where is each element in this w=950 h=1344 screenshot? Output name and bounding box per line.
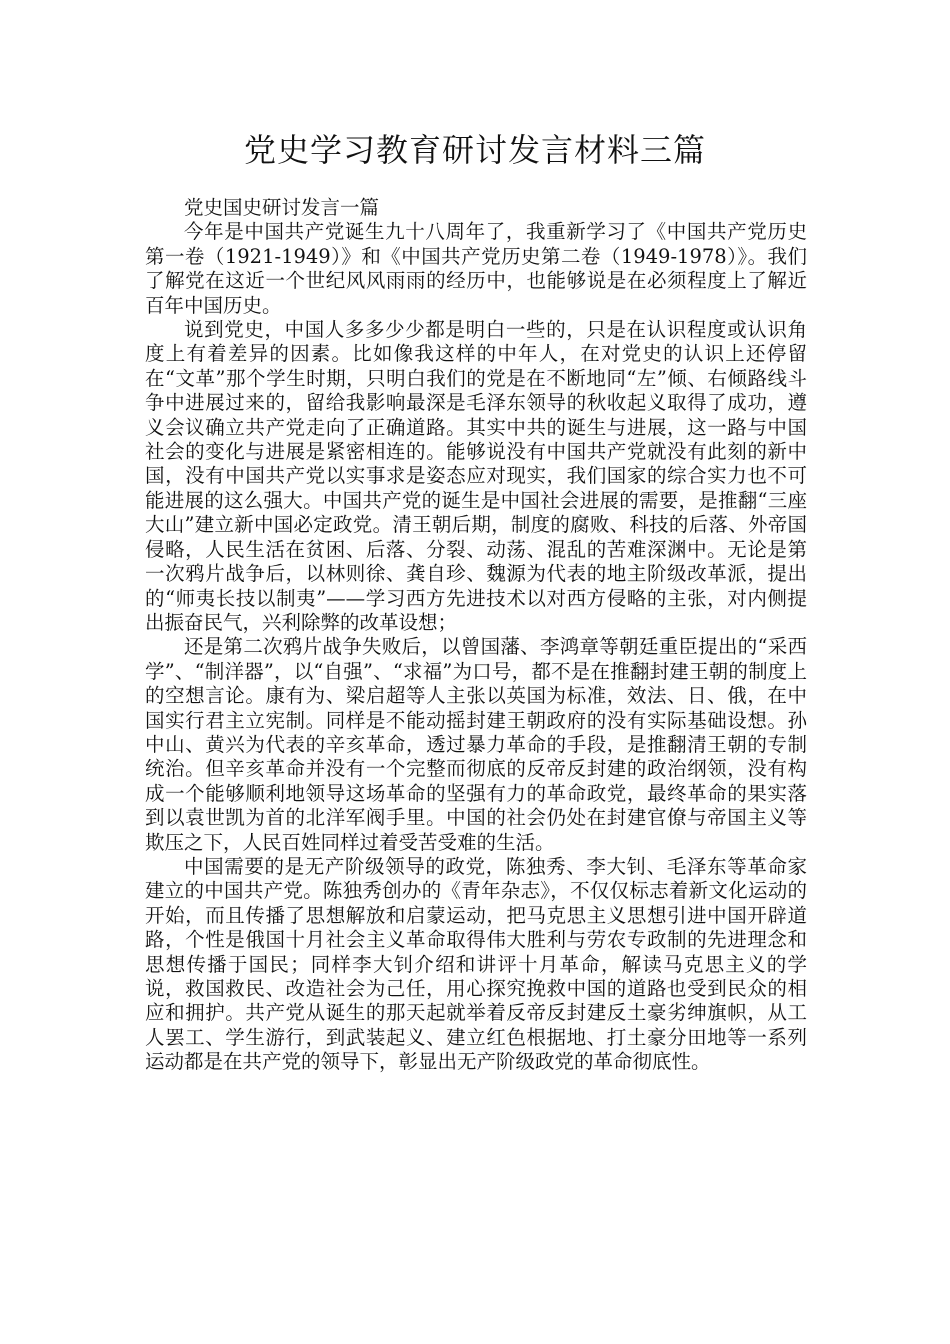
document-body [145, 196, 807, 1075]
paragraph-1: 今年是中国共产党诞生九十八周年了，我重新学习了《中国共产党历史第一卷（1921-1949）》和《中国共产党历史第二卷（1949-1978）》。我们了解党在这近一个世纪风风雨雨的经历中，也能够说是在必须程度上了解近百年中国历史。 [145, 220, 807, 317]
paragraph-3: 还是第二次鸦片战争失败后，以曾国藩、李鸿章等朝廷重臣提出的“采西学”、“制洋器”，以“自强”、“求福”为口号，都不是在推翻封建王朝的制度上的空想言论。康有为、梁启超等人主张以英国为标准，效法、日、俄，在中国实行君主立宪制。同样是不能动摇封建王朝政府的没有实际基础设想。孙中山、黄兴为代表的辛亥革命，透过暴力革命的手段，是推翻清王朝的专制统治。但辛亥革命并没有一个完整而彻底的反帝反封建的政治纲领，没有构成一个能够顺利地领导这场革命的坚强有力的革命政党，最终革命的果实落到以袁世凯为首的北洋军阀手里。中国的社会仍处在封建官僚与帝国主义等欺压之下，人民百姓同样过着受苦受难的生活。 [145, 635, 807, 854]
paragraph-2: 说到党史，中国人多多少少都是明白一些的，只是在认识程度或认识角度上有着差异的因素。比如像我这样的中年人，在对党史的认识上还停留在“文革”那个学生时期，只明白我们的党是在不断地同“左”倾、右倾路线斗争中进展过来的，留给我影响最深是毛泽东领导的秋收起义取得了成功，遵义会议确立共产党走向了正确道路。其实中共的诞生与进展，这一路与中国社会的变化与进展是紧密相连的。能够说没有中国共产党就没有此刻的新中国，没有中国共产党以实事求是姿态应对现实，我们国家的综合实力也不可能进展的这么强大。中国共产党的诞生是中国社会进展的需要，是推翻“三座大山”建立新中国必定政党。清王朝后期，制度的腐败、科技的后落、外帝国侵略，人民生活在贫困、后落、分裂、动荡、混乱的苦难深渊中。无论是第一次鸦片战争后，以林则徐、龚自珍、魏源为代表的地主阶级改革派，提出的“师夷长技以制夷”——学习西方先进技术以对西方侵略的主张，对内侧提出振奋民气，兴利除弊的改革设想； [145, 318, 807, 634]
section-heading: 党史国史研讨发言一篇 [184, 196, 380, 219]
paragraph-4: 中国需要的是无产阶级领导的政党，陈独秀、李大钊、毛泽东等革命家建立的中国共产党。陈独秀创办的《青年杂志》，不仅仅标志着新文化运动的开始，而且传播了思想解放和启蒙运动，把马克思主义思想引进中国开辟道路，个性是俄国十月社会主义革命取得伟大胜利与劳农专政制的先进理念和思想传播于国民；同样李大钊介绍和讲评十月革命，解读马克思主义的学说，救国救民、改造社会为己任，用心探究挽救中国的道路也受到民众的相应和拥护。共产党从诞生的那天起就举着反帝反封建反土豪劣绅旗帜，从工人罢工、学生游行，到武装起义、建立红色根据地、打土豪分田地等一系列运动都是在共产党的领导下，彰显出无产阶级政党的革命彻底性。 [145, 854, 807, 1074]
document-title: 党史学习教育研讨发言材料三篇 [243, 131, 706, 169]
